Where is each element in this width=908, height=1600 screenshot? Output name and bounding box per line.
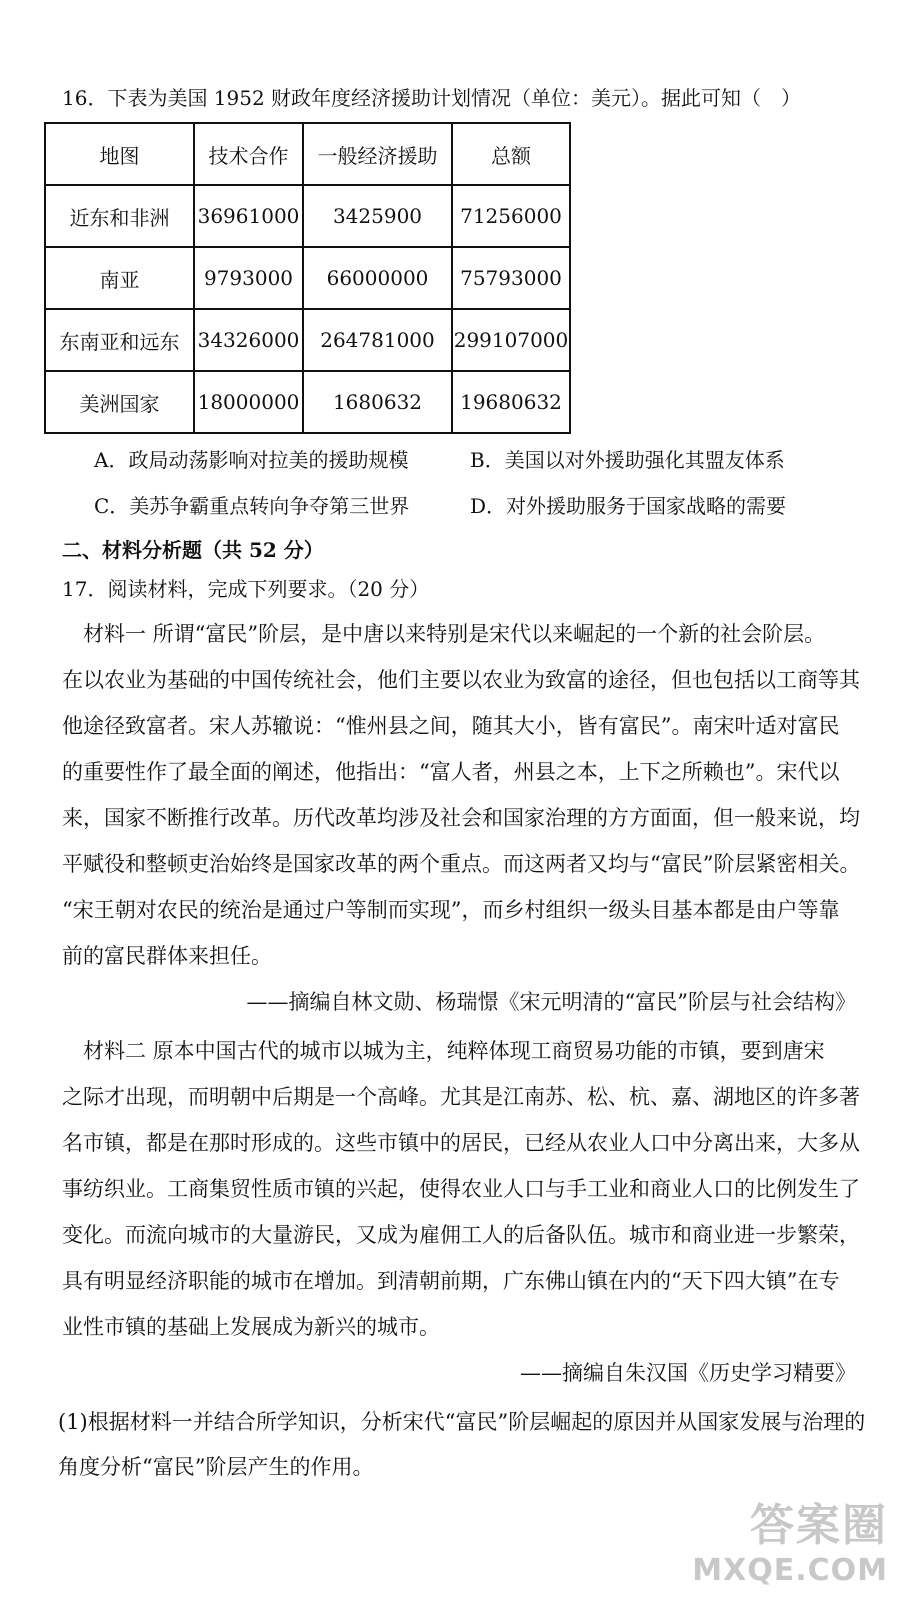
table-row: [45, 309, 570, 371]
material-line: 材料二 原本中国古代的城市以城为主，纯粹体现工商贸易功能的市镇，要到唐宋: [62, 1039, 825, 1063]
material-line: 材料一 所谓“富民”阶层，是中唐以来特别是宋代以来崛起的一个新的社会阶层。: [62, 622, 826, 646]
material-line: 的重要性作了最全面的阐述，他指出：“富人者，州县之本，上下之所赖也”。宋代以: [62, 760, 840, 784]
table-cell: 1680632: [303, 371, 452, 433]
material-line: “宋王朝对农民的统治是通过户等制而实现”，而乡村组织一级头目基本都是由户等靠: [62, 898, 840, 922]
material-line: 他途径致富者。宋人苏辙说：“惟州县之间，随其大小，皆有富民”。南宋叶适对富民: [62, 714, 840, 738]
table-cell: 36961000: [194, 185, 303, 247]
table-cell: 19680632: [452, 371, 570, 433]
table-cell: 299107000: [452, 309, 570, 371]
material-one-source: ——摘编自林文勋、杨瑞憬《宋元明清的“富民”阶层与社会结构》: [246, 990, 856, 1014]
table-cell: 东南亚和远东: [45, 309, 194, 371]
material-line: 前的富民群体来担任。: [62, 944, 272, 968]
table-header-row: [45, 123, 570, 185]
table-cell: 34326000: [194, 309, 303, 371]
material-line: 来，国家不断推行改革。历代改革均涉及社会和国家治理的方方面面，但一般来说，均: [62, 806, 860, 830]
watermark-logo: [692, 1489, 888, 1588]
material-line: 事纺织业。工商集贸性质市镇的兴起，使得农业人口与手工业和商业人口的比例发生了: [62, 1177, 860, 1201]
table-header-cell: 地图: [45, 123, 194, 185]
option-b: B．美国以对外援助强化其盟友体系: [470, 448, 785, 472]
watermark-url: MXQE.COM: [692, 1553, 888, 1588]
table-cell: 66000000: [303, 247, 452, 309]
sub-question-line: 角度分析“富民”阶层产生的作用。: [58, 1455, 374, 1479]
aid-table: [44, 122, 571, 434]
material-two: [62, 1028, 860, 1350]
sub-question-line: (1)根据材料一并结合所学知识，分析宋代“富民”阶层崛起的原因并从国家发展与治理的: [58, 1410, 866, 1434]
material-line: 名市镇，都是在那时形成的。这些市镇中的居民，已经从农业人口中分离出来，大多从: [62, 1131, 860, 1155]
section-heading: 二、材料分析题（共 52 分）: [62, 538, 324, 562]
table-cell: 71256000: [452, 185, 570, 247]
table-cell: 18000000: [194, 371, 303, 433]
material-line: 在以农业为基础的中国传统社会，他们主要以农业为致富的途径，但也包括以工商等其: [62, 668, 860, 692]
question-17-stem: 17．阅读材料，完成下列要求。（20 分）: [62, 577, 430, 601]
material-line: 业性市镇的基础上发展成为新兴的城市。: [62, 1315, 440, 1339]
sub-question-1: [58, 1400, 865, 1490]
option-c: C．美苏争霸重点转向争夺第三世界: [94, 494, 410, 518]
table-row: [45, 247, 570, 309]
material-line: 具有明显经济职能的城市在增加。到清朝前期，广东佛山镇在内的“天下四大镇”在专: [62, 1269, 840, 1293]
table-cell: 264781000: [303, 309, 452, 371]
table-row: [45, 371, 570, 433]
option-d: D．对外援助服务于国家战略的需要: [470, 494, 787, 518]
table-cell: 3425900: [303, 185, 452, 247]
table-header-cell: 总额: [452, 123, 570, 185]
material-one: [62, 611, 861, 979]
table-cell: 近东和非洲: [45, 185, 194, 247]
watermark-title: 答案圈: [750, 1500, 888, 1551]
option-a: A．政局动荡影响对拉美的援助规模: [94, 448, 409, 472]
table-cell: 美洲国家: [45, 371, 194, 433]
table-row: [45, 185, 570, 247]
question-16-stem: 16．下表为美国 1952 财政年度经济援助计划情况（单位：美元）。据此可知（ ）: [62, 86, 802, 110]
table-cell: 9793000: [194, 247, 303, 309]
material-line: 变化。而流向城市的大量游民，又成为雇佣工人的后备队伍。城市和商业进一步繁荣，: [62, 1223, 860, 1247]
table-cell: 75793000: [452, 247, 570, 309]
material-line: 平赋役和整顿吏治始终是国家改革的两个重点。而这两者又均与“富民”阶层紧密相关。: [62, 852, 861, 876]
material-two-source: ——摘编自朱汉国《历史学习精要》: [520, 1361, 856, 1385]
table-cell: 南亚: [45, 247, 194, 309]
table-header-cell: 技术合作: [194, 123, 303, 185]
material-line: 之际才出现，而明朝中后期是一个高峰。尤其是江南苏、松、杭、嘉、湖地区的许多著: [62, 1085, 860, 1109]
table-header-cell: 一般经济援助: [303, 123, 452, 185]
